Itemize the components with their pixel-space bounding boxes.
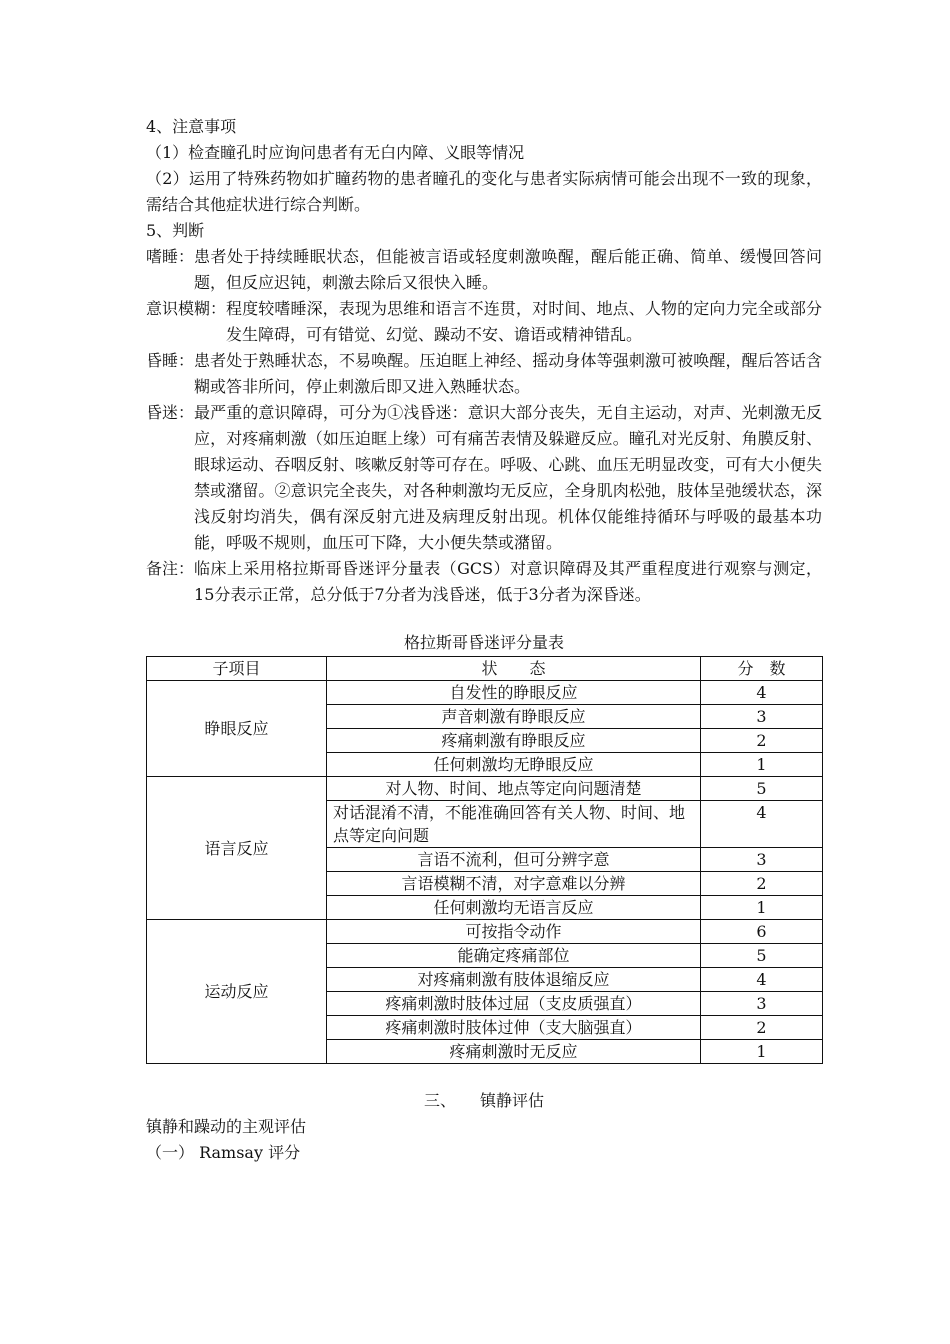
header-score: 分 数 [701,657,823,681]
notes-heading: 4、注意事项 [146,117,237,136]
judgement-desc: 患者处于熟睡状态，不易唤醒。压迫眶上神经、摇动身体等强刺激可被唤醒，醒后答话含糊或答非所问，停止刺激后即又进入熟睡状态。 [194,351,822,396]
table-row [147,777,823,801]
gcs-score: 3 [701,848,823,872]
gcs-score: 2 [701,729,823,753]
table-row [147,681,823,705]
gcs-state: 能确定疼痛部位 [327,944,701,968]
judgement-term: 嗜睡： [146,247,195,266]
judgement-item-stupor [146,348,822,400]
gcs-header-row [147,657,823,681]
notes-item: （1）检查瞳孔时应询问患者有无白内障、义眼等情况 [146,143,525,162]
judgement-desc: 临床上采用格拉斯哥昏迷评分量表（GCS）对意识障碍及其严重程度进行观察与测定，15分表示正常，总分低于7分者为浅昏迷，低于3分者为深昏迷。 [194,559,822,604]
judgement-item-remark [146,556,822,608]
notes-item [146,166,822,218]
gcs-category: 睁眼反应 [147,681,327,777]
gcs-state: 对人物、时间、地点等定向问题清楚 [327,777,701,801]
gcs-score: 1 [701,1040,823,1064]
document-content [146,114,822,1166]
gcs-state: 疼痛刺激时肢体过屈（支皮质强直） [327,992,701,1016]
gcs-state: 言语模糊不清，对字意难以分辨 [327,872,701,896]
judgement-desc: 最严重的意识障碍，可分为①浅昏迷：意识大部分丧失，无自主运动，对声、光刺激无反应，对疼痛刺激（如压迫眶上缘）可有痛苦表情及躲避反应。瞳孔对光反射、角膜反射、眼球运动、吞咽反射、咳嗽反射等可存在。呼吸、心跳、血压无明显改变，可有大小便失禁或潴留。②意识完全丧失，对各种刺激均无反应，全身肌肉松弛，肢体呈弛缓状态，深浅反射均消失，偶有深反射亢进及病理反射出现。机体仅能维持循环与呼吸的最基本功能，呼吸不规则，血压可下降，大小便失禁或潴留。 [194,403,822,552]
judgement-desc: 患者处于持续睡眠状态，但能被言语或轻度刺激唤醒，醒后能正确、简单、缓慢回答问题，但反应迟钝，刺激去除后又很快入睡。 [194,247,822,292]
judgement-term: 备注： [146,559,195,578]
gcs-score: 4 [701,968,823,992]
header-subitem: 子项目 [147,657,327,681]
gcs-state: 任何刺激均无睁眼反应 [327,753,701,777]
judgement-item-confusion [146,296,822,348]
table-row [147,920,823,944]
gcs-table-body [147,681,823,1064]
gcs-state: 疼痛刺激时无反应 [327,1040,701,1064]
gcs-state: 声音刺激有睁眼反应 [327,705,701,729]
judgement-desc: 程度较嗜睡深，表现为思维和语言不连贯，对时间、地点、人物的定向力完全或部分发生障碍，可有错觉、幻觉、躁动不安、谵语或精神错乱。 [226,299,822,344]
gcs-score: 4 [701,681,823,705]
gcs-state: 对话混淆不清，不能准确回答有关人物、时间、地点等定向问题 [327,801,701,848]
gcs-state: 自发性的睁眼反应 [327,681,701,705]
sedation-item: （一） Ramsay 评分 [146,1143,301,1162]
gcs-category: 运动反应 [147,920,327,1064]
gcs-category: 语言反应 [147,777,327,920]
gcs-state: 疼痛刺激有睁眼反应 [327,729,701,753]
gcs-score: 2 [701,872,823,896]
gcs-state: 任何刺激均无语言反应 [327,896,701,920]
judgement-term: 意识模糊： [146,299,227,318]
sedation-subtitle: 镇静和躁动的主观评估 [146,1117,307,1136]
judgement-item-somnolence [146,244,822,296]
gcs-score: 3 [701,705,823,729]
notes-item-text: （2）运用了特殊药物如扩瞳药物的患者瞳孔的变化与患者实际病情可能会出现不一致的现象，需结合其他症状进行综合判断。 [146,169,822,214]
judgement-item-coma [146,400,822,556]
section-title-sedation: 三、 镇静评估 [423,1091,544,1110]
gcs-state: 言语不流利，但可分辨字意 [327,848,701,872]
gcs-table-title: 格拉斯哥昏迷评分量表 [403,633,564,652]
gcs-state: 疼痛刺激时肢体过伸（支大脑强直） [327,1016,701,1040]
gcs-state: 对疼痛刺激有肢体退缩反应 [327,968,701,992]
gcs-state: 可按指令动作 [327,920,701,944]
gcs-score: 6 [701,920,823,944]
gcs-score: 3 [701,992,823,1016]
header-state: 状 态 [327,657,701,681]
gcs-score: 4 [701,801,823,848]
gcs-score: 5 [701,777,823,801]
gcs-table [146,656,823,1064]
gcs-score: 1 [701,753,823,777]
judgement-term: 昏迷： [146,403,195,422]
judgement-heading: 5、判断 [146,221,205,240]
gcs-score: 1 [701,896,823,920]
gcs-score: 2 [701,1016,823,1040]
judgement-term: 昏睡： [146,351,195,370]
gcs-score: 5 [701,944,823,968]
